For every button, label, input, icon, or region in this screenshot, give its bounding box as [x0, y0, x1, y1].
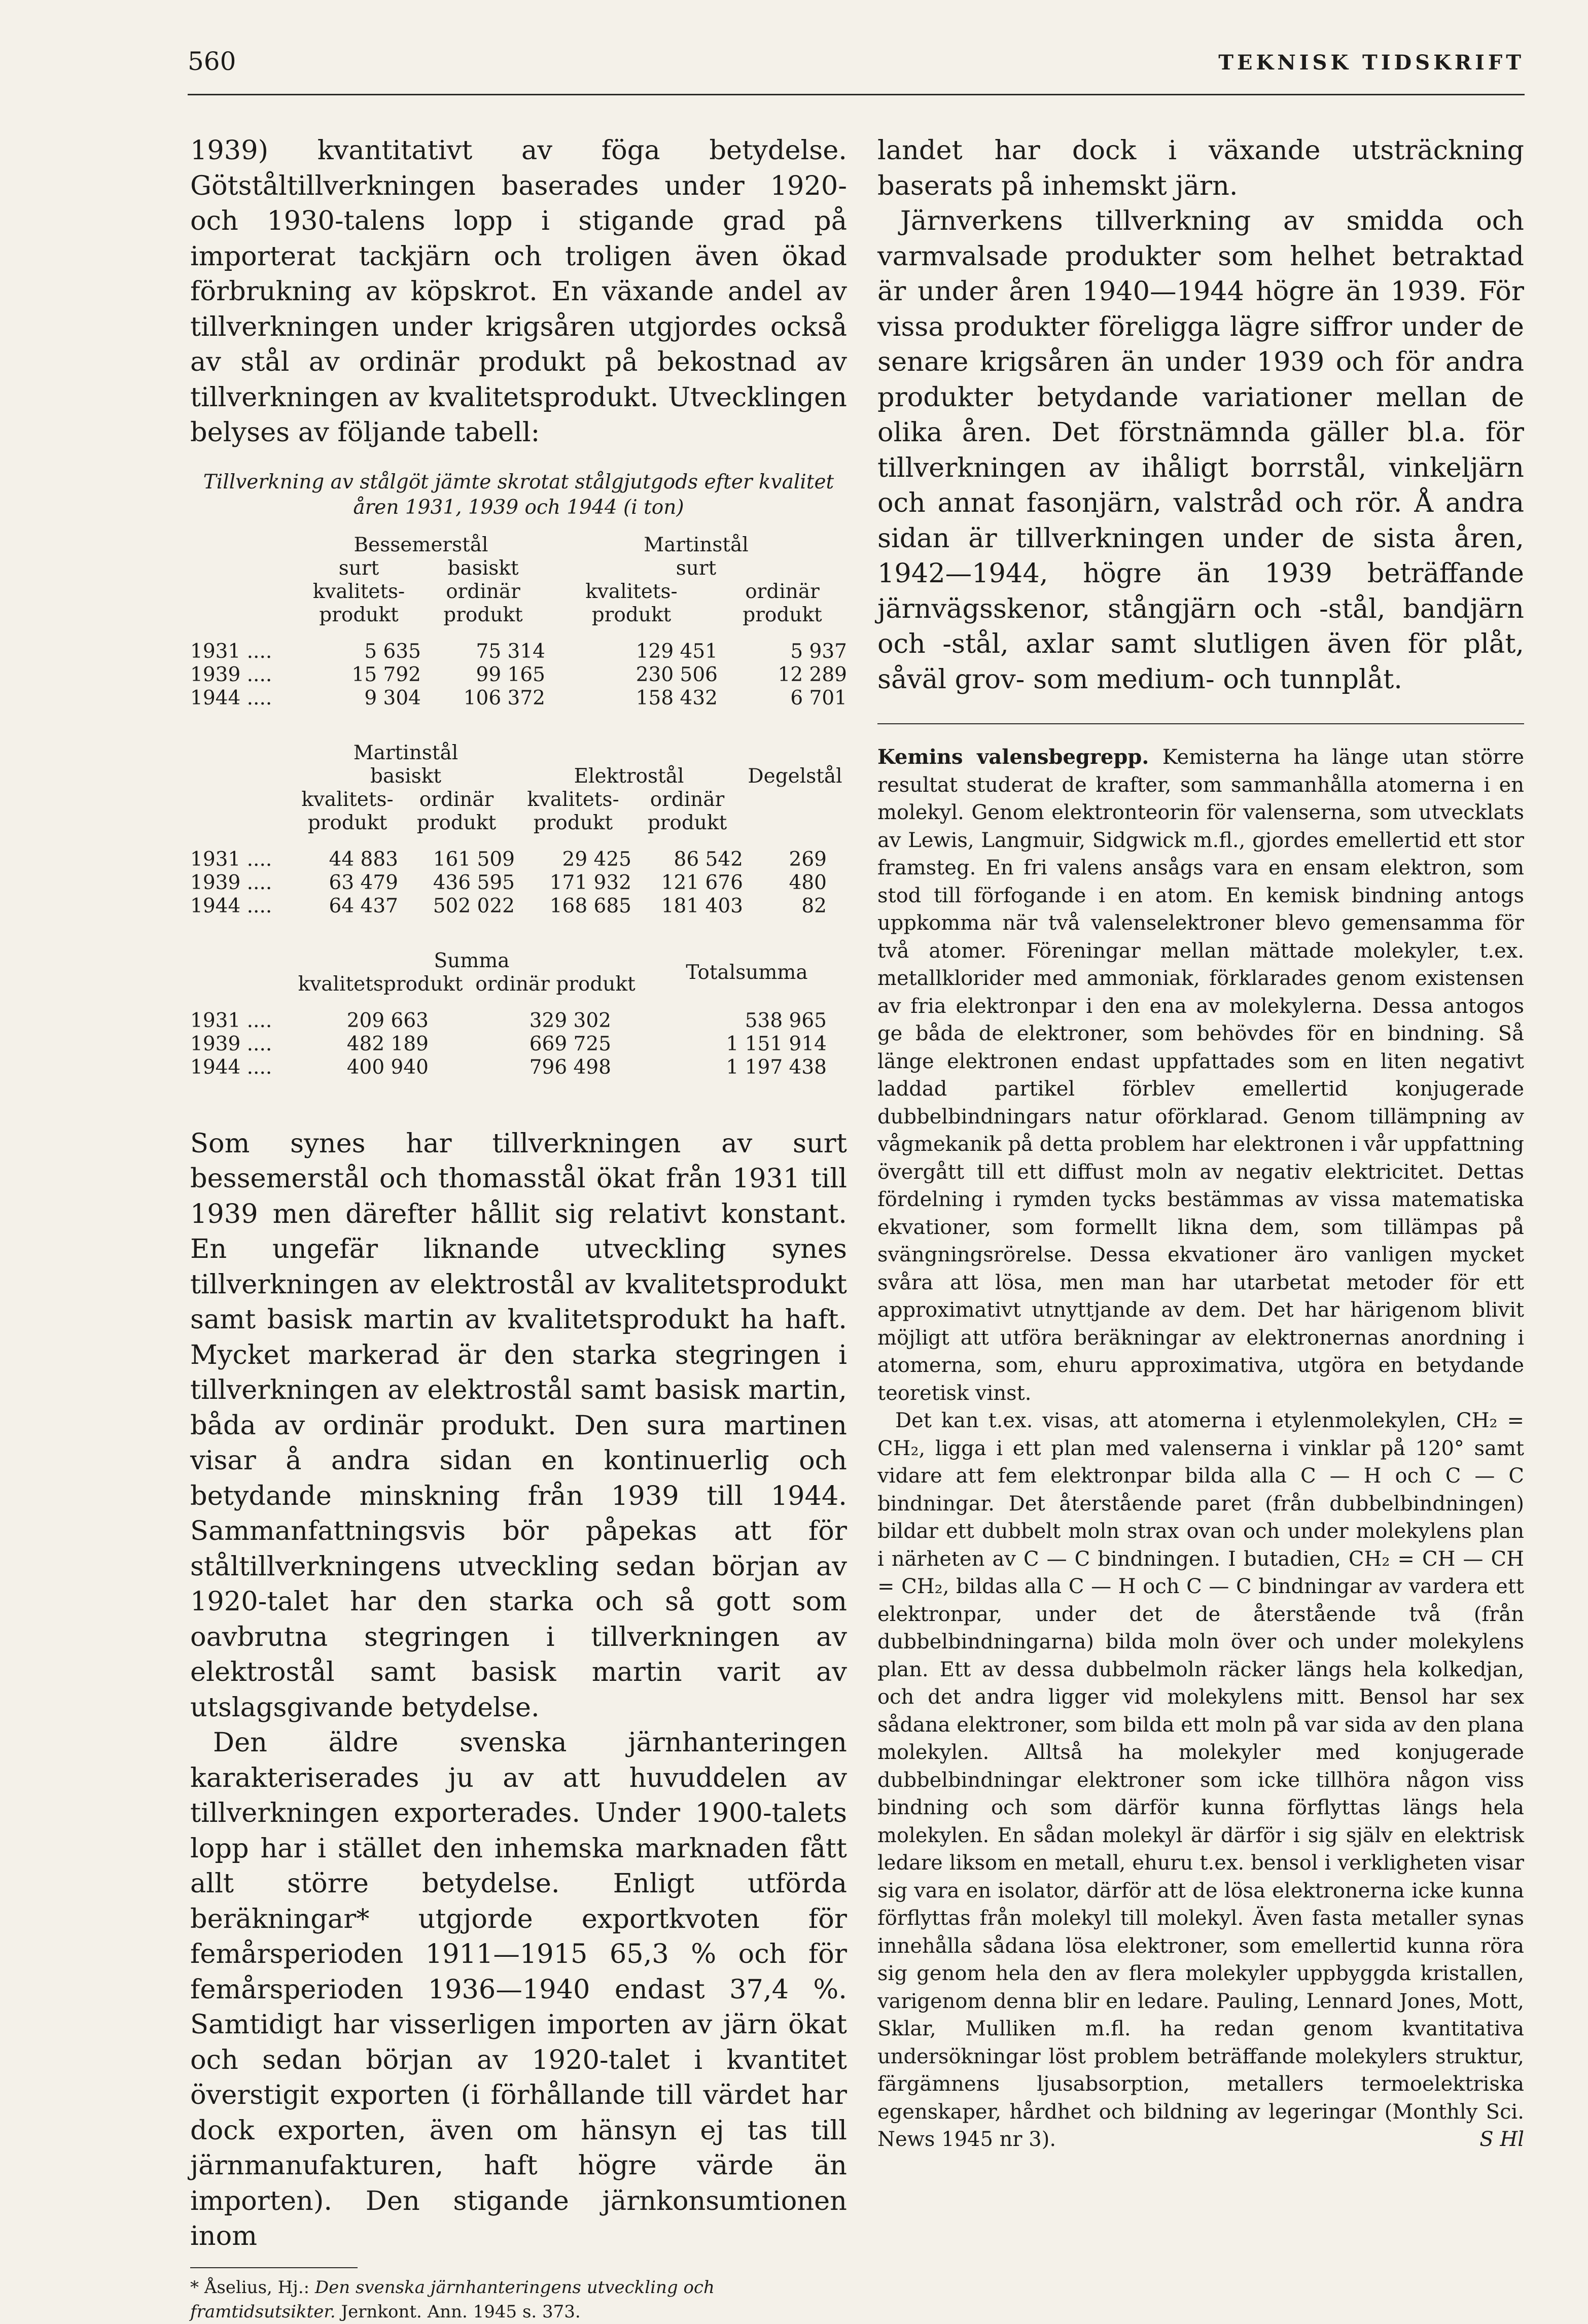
table-row: [190, 1056, 847, 1079]
running-head: TEKNISK TIDSKRIFT: [1218, 51, 1525, 75]
footnote: [190, 2275, 847, 2324]
table-caption: Tillverkning av stålgöt jämte skrotat stålgjutgods efter kvalitet åren 1931, 1939 och 1944 (i ton): [203, 470, 834, 519]
value-cell: 158 432: [636, 686, 718, 710]
value-cell: 436 595: [433, 871, 515, 894]
value-cell: 75 314: [476, 640, 545, 663]
value-cell: 669 725: [529, 1032, 611, 1055]
notice-text-1: Kemisterna ha länge utan större resultat studerat de krafter, som sammanhålla atomerna i en molekyl. Genom elektronteorin för valenserna, som utvecklats av Lewis, Langmuir, Sidgwick m.fl., gjordes emellertid ett stor framsteg. En fri valens ansågs vara en ensam elektron, som stod till förfogande i en atom. En kemisk bindning antogs uppkomma när två valenselektroner blevo gemensamma för två atomer. Föreningar mellan mättade molekyler, t.ex. metallklorider med ammoniak, förklarades genom existensen av fria elektronpar i den ena av molekylerna. Dessa antogos ge båda de elektroner, som behövdes för en bindning. Så länge elektronen endast uppfattades som en liten negativt laddad partikel förblev emellertid konjugerade dubbelbindningars natur oförklarad. Genom tillämpning av vågmekanik på detta problem har elektronen i vår uppfattning övergått till ett diffust moln av negativ elektricitet. Dettas fördelning i rymden tycks bestämmas av vissa matematiska ekvationer, som formellt likna dem, som tillämpas på svängningsrörelse. Dessa ekvationer äro vanligen mycket svåra att lösa, men man har utarbetat metoder för ett approximativt utnyttjande av dem. Det har härigenom blivit möjligt att utföra beräkningar av elektronernas anordning i atomerna, som, ehuru approximativa, utgöra en betydande teoretisk vinst.: [877, 746, 1524, 1405]
section-divider: [877, 723, 1524, 724]
page-number: 560: [188, 47, 236, 76]
table-row: [190, 871, 847, 895]
year-cell: 1944 ....: [190, 686, 272, 710]
table-row: [190, 663, 847, 687]
header-ordinar: ordinär: [745, 580, 820, 603]
value-cell: 15 792: [351, 663, 421, 686]
value-cell: 482 189: [346, 1032, 429, 1055]
table-row: [190, 1009, 847, 1033]
year-cell: 1931 ....: [190, 848, 272, 871]
header-produkt: produkt: [533, 811, 613, 834]
table-row: [190, 848, 847, 871]
production-table-2: [190, 742, 847, 918]
value-cell: 796 498: [529, 1055, 611, 1079]
header-kval: kvalitets-: [585, 580, 678, 603]
value-cell: 181 403: [661, 894, 743, 918]
value-cell: 400 940: [346, 1055, 429, 1079]
table-row: [190, 1033, 847, 1056]
header-produkt: produkt: [443, 603, 523, 626]
header-totalsumma: Totalsumma: [686, 961, 808, 984]
notice-paragraph-2: [877, 1407, 1524, 2154]
page-header: [188, 47, 1525, 92]
footnote-source: Jernkont. Ann. 1945 s. 373.: [341, 2301, 581, 2322]
header-martin-basiskt: [297, 742, 515, 788]
header-ordinar: ordinär: [446, 580, 520, 603]
header-produkt: produkt: [319, 603, 399, 626]
header-ordinar-produkt: ordinär produkt: [475, 972, 636, 996]
header-ordinar: ordinär: [419, 788, 494, 811]
footnote-author: * Åselius, Hj.:: [190, 2277, 310, 2298]
header-basiskt: basiskt: [370, 764, 442, 788]
right-column: [877, 133, 1524, 2154]
header-produkt: produkt: [647, 811, 727, 834]
left-paragraph-1: 1939) kvantitativt av föga betydelse. Götståltillverkningen baserades under 1920- och 1930-talens lopp i stigande grad på importerat tackjärn och troligen även ökad förbrukning av köpskrot. En växande andel av tillverkningen under krigsåren utgjordes också av stål av ordinär produkt på bekostnad av tillverkningen av kvalitetsprodukt. Utvecklingen belyses av följande tabell:: [190, 135, 847, 448]
value-cell: 6 701: [790, 686, 847, 710]
notice-title: Kemins valensbegrepp.: [877, 745, 1149, 769]
table-row: [190, 687, 847, 710]
footnote-title: Den svenska järnhanteringens utveckling och framtidsutsikter.: [190, 2277, 715, 2322]
header-produkt: produkt: [416, 811, 497, 834]
signature: S Hl: [1479, 2128, 1524, 2151]
header-kval: kvalitets-: [301, 788, 394, 811]
header-basiskt: basiskt: [447, 556, 519, 580]
year-cell: 1931 ....: [190, 640, 272, 663]
notice-text-2: Det kan t.ex. visas, att atomerna i etylenmolekylen, CH₂ = CH₂, ligga i ett plan med valenserna i vinklar på 120° samt vidare att fem elektronpar bilda alla C — H och C — C bindningar. Det återstående paret (från dubbelbindningen) bildar ett dubbelt moln strax ovan och under molekylens plan i närheten av C — C bindningen. I butadien, CH₂ = CH — CH = CH₂, bildas alla C — H och C — C bindningar av vardera ett elektronpar, under det de återstående två (från dubbelbindningarna) bilda moln över och under molekylens plan. Ett av dessa dubbelmoln räcker längs hela kolkedjan, och det andra ligger vid molekylens mitt. Bensol har sex sådana elektroner, som bilda ett moln på var sida av den plana molekylen. Alltså ha molekyler med konjugerade dubbelbindningar elektroner som icke tillhöra någon viss bindning och som därför kunna förflyttas längs hela molekylen. En sådan molekyl är därför i sig själv en elektrisk ledare liksom en metall, ehuru t.ex. bensol i verkligheten visar sig vara en isolator, därför att de lösa elektronerna icke kunna förflyttas från molekyl till molekyl. Även fasta metaller synas innehålla sådana lösa elektroner, som emellertid kunna röra sig genom hela den av flera molekyler uppbyggda kristallen, varigenom denna blir en ledare. Pauling, Lennard Jones, Mott, Sklar, Mulliken m.fl. ha redan genom kvantitativa undersökningar löst problem beträffande molekylers struktur, färgämnens ljusabsorption, metallers termoelektriska egenskaper, hårdhet och bildning av legeringar (Monthly Sci. News 1945 nr 3).: [877, 1409, 1524, 2151]
value-cell: 168 685: [549, 894, 631, 918]
value-cell: 269: [789, 848, 827, 871]
value-cell: 129 451: [636, 640, 718, 663]
right-paragraph-1: landet har dock i växande utsträckning baserats på inhemskt järn.: [877, 135, 1524, 201]
value-cell: 5 937: [790, 640, 847, 663]
value-cell: 29 425: [562, 848, 631, 871]
header-martin: Martinstål: [353, 741, 458, 764]
left-paragraph-2: Som synes har tillverkningen av surt bessemerstål och thomasstål ökat från 1931 till 1939 men därefter hållit sig relativt konstant. En ungefär liknande utveckling synes tillverkningen av elektrostål av kvalitetsprodukt samt basisk martin av kvalitetsprodukt ha haft. Mycket markerad är den starka stegringen i tillverkningen av elektrostål samt basisk martin, båda av ordinär produkt. Den sura martinen visar å andra sidan en kontinuerlig och betydande minskning från 1939 till 1944. Sammanfattningsvis bör påpekas att för ståltillverkningens utveckling sedan början av 1920-talet har den starka och så gott som oavbrutna stegringen i tillverkningen av elektrostål samt basisk martin varit av utslagsgivande betydelse.: [190, 1128, 847, 1723]
value-cell: 12 289: [778, 663, 847, 686]
value-cell: 44 883: [329, 848, 398, 871]
header-rule: [188, 94, 1525, 95]
header-produkt: produkt: [743, 603, 822, 626]
header-kval: kvalitets-: [312, 580, 405, 603]
year-cell: 1939 ....: [190, 663, 272, 686]
value-cell: 9 304: [364, 686, 421, 710]
notice-paragraph-1: [877, 744, 1524, 1407]
value-cell: 106 372: [463, 686, 545, 710]
header-summa: Summa: [434, 949, 510, 972]
value-cell: 121 676: [661, 871, 743, 894]
year-cell: 1931 ....: [190, 1009, 272, 1032]
production-table-1: [190, 534, 847, 710]
value-cell: 329 302: [529, 1009, 611, 1032]
value-cell: 1 151 914: [726, 1032, 827, 1055]
header-produkt: produkt: [591, 603, 672, 626]
header-surt-martin: surt: [676, 556, 717, 580]
value-cell: 502 022: [433, 894, 515, 918]
value-cell: 5 635: [364, 640, 421, 663]
header-kvalitetsprodukt: kvalitetsprodukt: [298, 972, 463, 996]
left-paragraph-3: Den äldre svenska järnhanteringen karakteriserades ju av att huvuddelen av tillverkningen exporterades. Under 1900-talets lopp har i stället den inhemska marknaden fått allt större betydelse. Enligt utförda beräkningar* utgjorde exportkvoten för femårsperioden 1911—1915 65,3 % och för femårsperioden 1936—1940 endast 37,4 %. Samtidigt har visserligen importen av järn ökat och sedan början av 1920-talet i kvantitet överstigit exporten (i förhållande till värdet har dock exporten, även om hänsyn ej tas till järnmanufakturen, haft högre värde än importen). Den stigande järnkonsumtionen inom: [190, 1727, 847, 2251]
value-cell: 171 932: [549, 871, 631, 894]
year-cell: 1944 ....: [190, 1055, 272, 1079]
year-cell: 1939 ....: [190, 1032, 272, 1055]
value-cell: 209 663: [346, 1009, 429, 1032]
header-elektro: Elektrostål: [574, 764, 684, 788]
value-cell: 161 509: [433, 848, 515, 871]
value-cell: 1 197 438: [726, 1055, 827, 1079]
value-cell: 538 965: [745, 1009, 827, 1032]
value-cell: 64 437: [329, 894, 398, 918]
table-row: [190, 640, 847, 663]
header-ordinar: ordinär: [650, 788, 725, 811]
value-cell: 82: [801, 894, 827, 918]
header-degel: Degelstål: [748, 764, 842, 788]
header-kval: kvalitets-: [527, 788, 619, 811]
table-row: [190, 895, 847, 918]
header-martin: Martinstål: [644, 533, 749, 556]
header-surt: surt: [338, 556, 379, 580]
left-column: [190, 133, 847, 2324]
value-cell: 86 542: [674, 848, 743, 871]
header-bessemer: Bessemerstål: [354, 533, 488, 556]
value-cell: 480: [789, 871, 827, 894]
value-cell: 63 479: [329, 871, 398, 894]
year-cell: 1939 ....: [190, 871, 272, 894]
value-cell: 99 165: [476, 663, 545, 686]
value-cell: 230 506: [636, 663, 718, 686]
production-table-3: [190, 949, 847, 1079]
right-paragraph-2: Järnverkens tillverkning av smidda och varmvalsade produkter som helhet betraktad är under åren 1940—1944 högre än 1939. För vissa produkter föreligga lägre siffror under de senare krigsåren än under 1939 och för andra produkter betydande variationer mellan de olika åren. Det förstnämnda gäller bl.a. för tillverkningen av ihåligt borrstål, vinkeljärn och annat fasonjärn, valstråd och rör. Å andra sidan är tillverkningen under de sista åren, 1942—1944, högre än 1939 beträffande järnvägsskenor, stångjärn och -stål, bandjärn och -stål, axlar samt slutligen även för plåt, såväl grov- som medium- och tunnplåt.: [877, 205, 1524, 695]
header-produkt: produkt: [307, 811, 387, 834]
year-cell: 1944 ....: [190, 894, 272, 918]
